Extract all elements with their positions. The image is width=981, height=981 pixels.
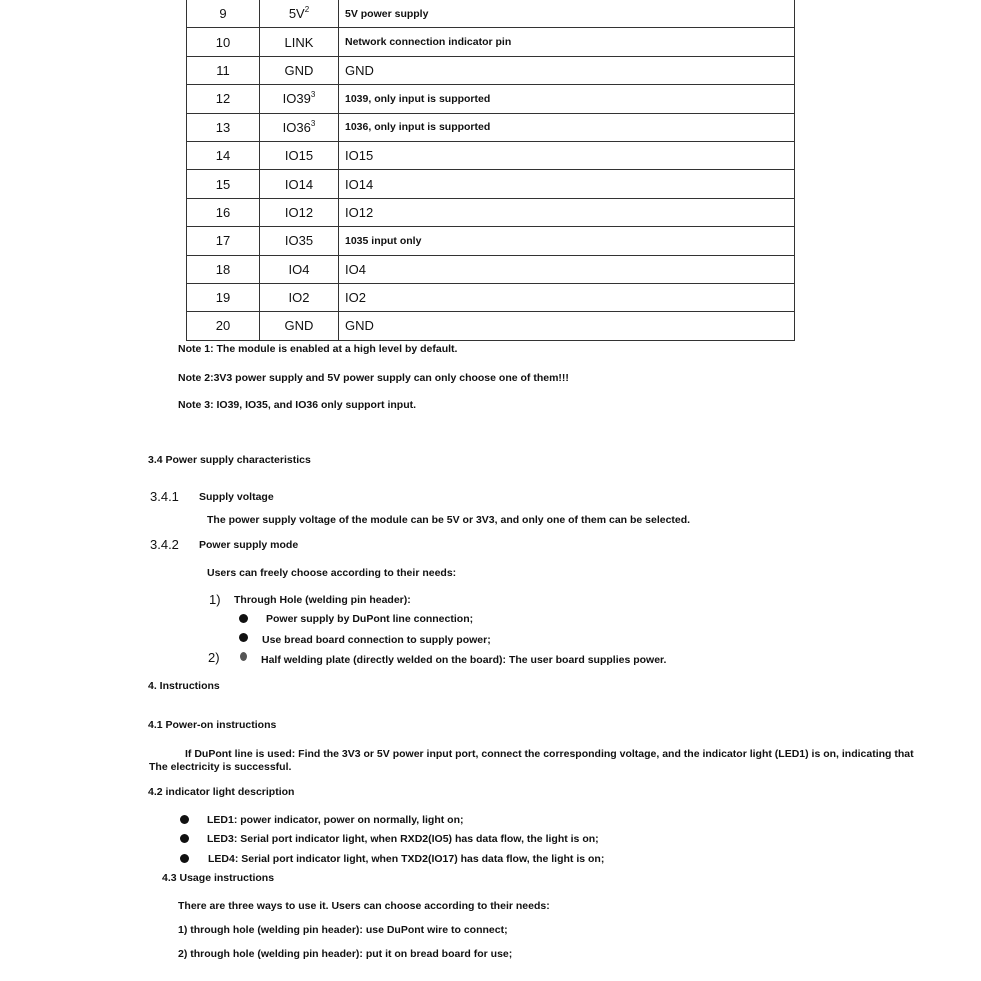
bullet-a-text: Power supply by DuPont line connection; (266, 613, 474, 625)
pin-name-cell (260, 170, 339, 198)
bullet-icon (240, 652, 247, 661)
pin-description: 1039, only input is supported (339, 85, 795, 113)
pin-description: IO2 (339, 283, 795, 311)
pin-number: 11 (187, 56, 260, 84)
pin-name: IO36 (282, 119, 311, 135)
table-row (187, 56, 795, 84)
pin-name-cell (260, 227, 339, 255)
item-1-number: 1) (209, 592, 221, 607)
pin-number: 9 (187, 0, 260, 28)
table-row (187, 113, 795, 141)
bullet-icon (239, 633, 248, 642)
table-row (187, 198, 795, 226)
item-2-number: 2) (208, 650, 220, 665)
table-row (187, 170, 795, 198)
note-3: Note 3: IO39, IO35, and IO36 only support input. (178, 399, 417, 411)
section-4-1-line-2: The electricity is successful. (149, 761, 292, 773)
pin-name: LINK (284, 34, 314, 50)
pin-name: GND (284, 62, 314, 78)
section-4-2-heading: 4.2 indicator light description (148, 786, 295, 798)
pin-description: 1035 input only (339, 227, 795, 255)
section-4-3-item-1: 1) through hole (welding pin header): use DuPont wire to connect; (178, 924, 508, 936)
table-row (187, 85, 795, 113)
pin-name-cell (260, 85, 339, 113)
pin-name: IO14 (284, 176, 314, 192)
note-2: Note 2:3V3 power supply and 5V power supply can only choose one of them!!! (178, 372, 569, 384)
table-row (187, 312, 795, 340)
bullet-icon (239, 614, 248, 623)
pin-description: IO12 (339, 198, 795, 226)
section-3-4-1-title: Supply voltage (199, 491, 274, 503)
pin-name-cell (260, 141, 339, 169)
table-row (187, 141, 795, 169)
pin-description: 5V power supply (339, 0, 795, 28)
section-3-4-2-number: 3.4.2 (150, 537, 179, 552)
pin-name-footnote: 3 (310, 90, 316, 100)
section-4-3-intro: There are three ways to use it. Users can choose according to their needs: (178, 900, 550, 912)
section-4-3-item-2: 2) through hole (welding pin header): put it on bread board for use; (178, 948, 513, 960)
section-4-heading: 4. Instructions (148, 680, 220, 692)
pin-name-cell (260, 0, 339, 28)
pin-number: 20 (187, 312, 260, 340)
section-3-4-heading: 3.4 Power supply characteristics (148, 454, 311, 466)
led1-text: LED1: power indicator, power on normally, light on; (207, 814, 464, 826)
pin-table-body (187, 0, 795, 340)
pin-name-cell (260, 198, 339, 226)
table-row (187, 28, 795, 56)
pin-number: 12 (187, 85, 260, 113)
pin-description: IO14 (339, 170, 795, 198)
pin-name-cell (260, 113, 339, 141)
pin-description: 1036, only input is supported (339, 113, 795, 141)
bullet-icon (180, 834, 189, 843)
table-row (187, 283, 795, 311)
pin-number: 18 (187, 255, 260, 283)
pin-name: IO35 (284, 233, 314, 249)
section-4-1-heading: 4.1 Power-on instructions (148, 719, 277, 731)
pin-name: IO4 (288, 261, 310, 277)
pin-name-cell (260, 312, 339, 340)
pin-number: 15 (187, 170, 260, 198)
pin-name-cell (260, 56, 339, 84)
pin-name: IO2 (288, 290, 310, 306)
bullet-b-text: Use bread board connection to supply power; (262, 634, 491, 646)
pin-number: 17 (187, 227, 260, 255)
pin-name-footnote: 3 (310, 118, 316, 128)
pin-description: GND (339, 56, 795, 84)
table-row (187, 0, 795, 28)
section-3-4-1-text: The power supply voltage of the module can be 5V or 3V3, and only one of them can be selected. (207, 514, 691, 526)
pin-description: IO15 (339, 141, 795, 169)
section-3-4-2-intro: Users can freely choose according to their needs: (207, 567, 457, 579)
note-1: Note 1: The module is enabled at a high level by default. (178, 343, 458, 355)
pin-name: 5V (288, 6, 305, 22)
pin-name: IO12 (284, 204, 314, 220)
bullet-icon (180, 854, 189, 863)
pin-name: IO15 (284, 148, 314, 164)
pin-name-cell (260, 255, 339, 283)
pin-number: 14 (187, 141, 260, 169)
led4-text: LED4: Serial port indicator light, when TXD2(IO17) has data flow, the light is on; (208, 853, 605, 865)
pin-description: IO4 (339, 255, 795, 283)
pin-number: 10 (187, 28, 260, 56)
item-1-text: Through Hole (welding pin header): (234, 594, 411, 606)
table-row (187, 255, 795, 283)
pin-name: GND (284, 318, 314, 334)
led3-text: LED3: Serial port indicator light, when RXD2(IO5) has data flow, the light is on; (207, 833, 599, 845)
section-4-3-heading: 4.3 Usage instructions (162, 872, 275, 884)
section-3-4-1-number: 3.4.1 (150, 489, 179, 504)
pin-number: 13 (187, 113, 260, 141)
pin-name: IO39 (282, 91, 311, 107)
pin-description: GND (339, 312, 795, 340)
pin-name-footnote: 2 (304, 5, 310, 15)
pin-description: Network connection indicator pin (339, 28, 795, 56)
pin-number: 16 (187, 198, 260, 226)
bullet-icon (180, 815, 189, 824)
pin-name-cell (260, 283, 339, 311)
section-4-1-line-1: If DuPont line is used: Find the 3V3 or 5V power input port, connect the corresponding voltage, and the indicator light (LED1) is on, indicating that (185, 748, 914, 760)
pin-name-cell (260, 28, 339, 56)
pin-table (186, 0, 795, 341)
item-2-text: Half welding plate (directly welded on the board): The user board supplies power. (261, 654, 667, 666)
table-row (187, 227, 795, 255)
pin-number: 19 (187, 283, 260, 311)
section-3-4-2-title: Power supply mode (199, 539, 299, 551)
